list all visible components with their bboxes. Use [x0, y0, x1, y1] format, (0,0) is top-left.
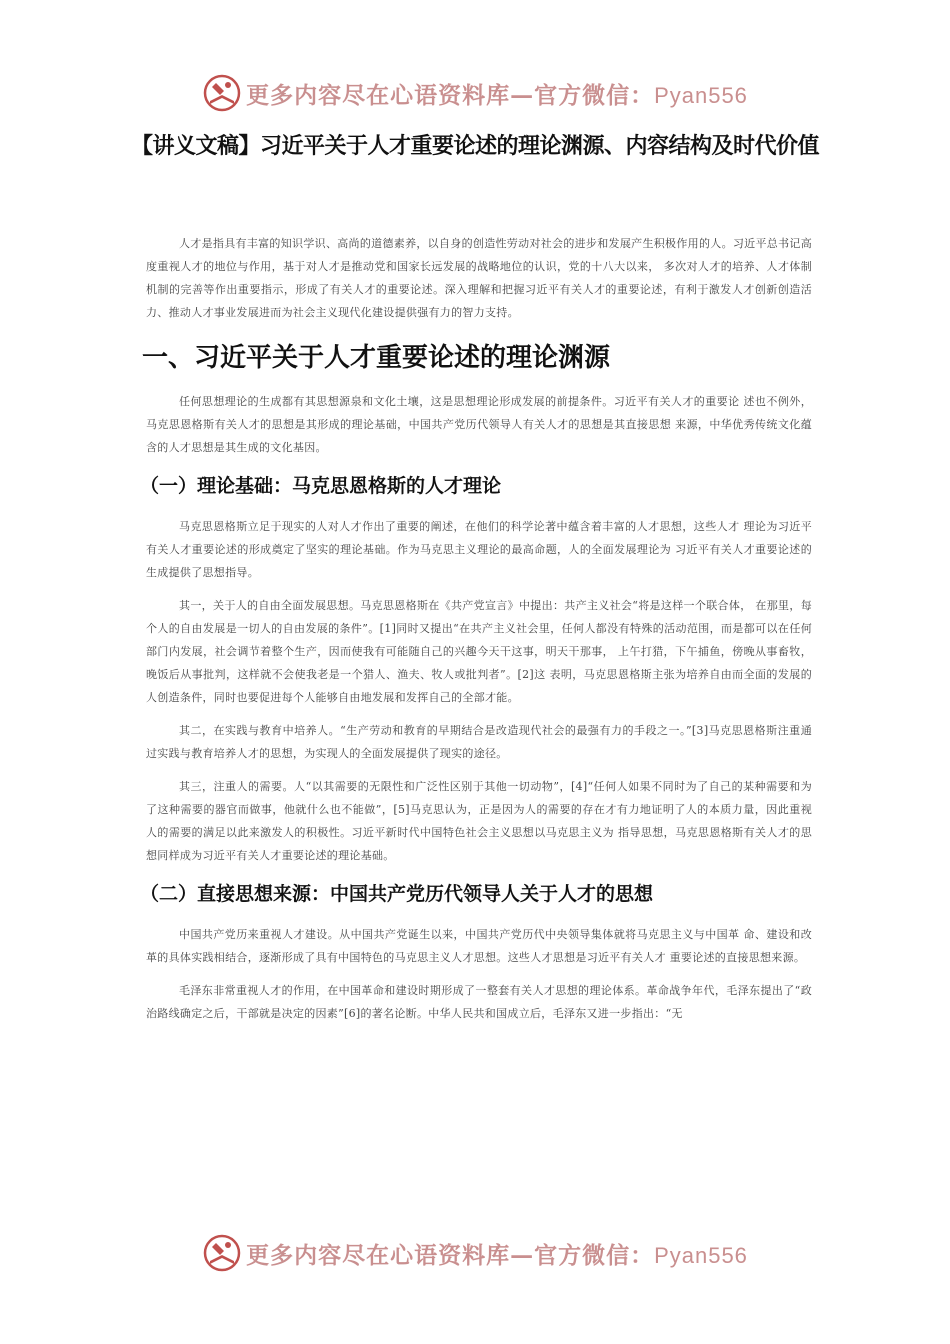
footer-banner — [0, 1228, 950, 1278]
section-intro-paragraph: 任何思想理论的生成都有其思想源泉和文化土壤，这是思想理论形成发展的前提条件。习近平有关人才的重要论 述也不例外，马克思恩格斯有关人才的思想是其形成的理论基础，中国共产党历代领导人有关人才的思想是其直接思想 来源，中华优秀传统文化蕴含的人才思想是其生成的文化基因。 — [146, 395, 812, 454]
paragraph: 其一，关于人的自由全面发展思想。马克思恩格斯在《共产党宣言》中提出：共产主义社会“将是这样一个联合体， 在那里，每个人的自由发展是一切人的自由发展的条件”。[1]同时又提出“在共产主义社会里，任何人都没有特殊的活动范围，而是都可以在任何部门内发展，社会调节着整个生产，因而使我有可能随自己的兴趣今天干这事，明天干那事， 上午打猎，下午捕鱼，傍晚从事畜牧，晚饭后从事批判，这样就不会使我老是一个猎人、渔夫、牧人或批判者”。[2]这 表明，马克思恩格斯主张为培养自由而全面的发展的人创造条件，同时也要促进每个人能够自由地发展和发挥自己的全部才能。 — [146, 599, 812, 704]
subsection-heading: （一）理论基础：马克思恩格斯的人才理论 — [140, 475, 502, 497]
paragraph: 马克思恩格斯立足于现实的人对人才作出了重要的阐述，在他们的科学论著中蕴含着丰富的人才思想，这些人才 理论为习近平有关人才重要论述的形成奠定了坚实的理论基础。作为马克思主义理论的最高命题，人的全面发展理论为 习近平有关人才重要论述的生成提供了思想指导。 — [146, 520, 812, 579]
book-logo-icon — [202, 1233, 242, 1273]
book-logo-icon — [202, 73, 242, 113]
section-heading: 一、习近平关于人才重要论述的理论渊源 — [142, 343, 611, 373]
wechat-id: Pyan556 — [654, 82, 748, 108]
header-banner — [0, 68, 950, 118]
document-body — [140, 232, 812, 1035]
banner-text: 更多内容尽在心语资料库—官方微信：Pyan556 — [246, 81, 748, 109]
paragraph: 其三，注重人的需要。人“以其需要的无限性和广泛性区别于其他一切动物”，[4]“任何人如果不同时为了自己的某种需要和为了这种需要的器官而做事，他就什么也不能做”，[5]马克思认为，正是因为人的需要的存在才有力地证明了人的本质力量，因此重视人的需要的满足以此来激发人的积极性。习近平新时代中国特色社会主义思想以马克思主义为 指导思想，马克思恩格斯有关人才的思想同样成为习近平有关人才重要论述的理论基础。 — [146, 780, 812, 862]
banner-text: 更多内容尽在心语资料库—官方微信：Pyan556 — [246, 1241, 748, 1269]
subsection-heading: （二）直接思想来源：中国共产党历代领导人关于人才的思想 — [140, 883, 654, 905]
paragraph: 毛泽东非常重视人才的作用，在中国革命和建设时期形成了一整套有关人才思想的理论体系。革命战争年代，毛泽东提出了“政治路线确定之后，干部就是决定的因素”[6]的著名论断。中华人民共和国成立后，毛泽东又进一步指出：“无 — [146, 984, 812, 1020]
paragraph: 其二，在实践与教育中培养人。“生产劳动和教育的早期结合是改造现代社会的最强有力的手段之一。”[3]马克思恩格斯注重通过实践与教育培养人才的思想，为实现人的全面发展提供了现实的途径。 — [146, 724, 812, 760]
intro-paragraph: 人才是指具有丰富的知识学识、高尚的道德素养，以自身的创造性劳动对社会的进步和发展产生积极作用的人。习近平总书记高度重视人才的地位与作用，基于对人才是推动党和国家长远发展的战略地位的认识，党的十八大以来， 多次对人才的培养、人才体制机制的完善等作出重要指示，形成了有关人才的重要论述。深入理解和把握习近平有关人才的重要论述，有利于激发人才创新创造活力、推动人才事业发展进而为社会主义现代化建设提供强有力的智力支持。 — [146, 237, 812, 319]
wechat-id: Pyan556 — [654, 1242, 748, 1268]
paragraph: 中国共产党历来重视人才建设。从中国共产党诞生以来，中国共产党历代中央领导集体就将马克思主义与中国革 命、建设和改革的具体实践相结合，逐渐形成了具有中国特色的马克思主义人才思想。这些人才思想是习近平有关人才 重要论述的直接思想来源。 — [146, 928, 812, 964]
page-title: 【讲义文稿】习近平关于人才重要论述的理论渊源、内容结构及时代价值 — [130, 134, 819, 159]
